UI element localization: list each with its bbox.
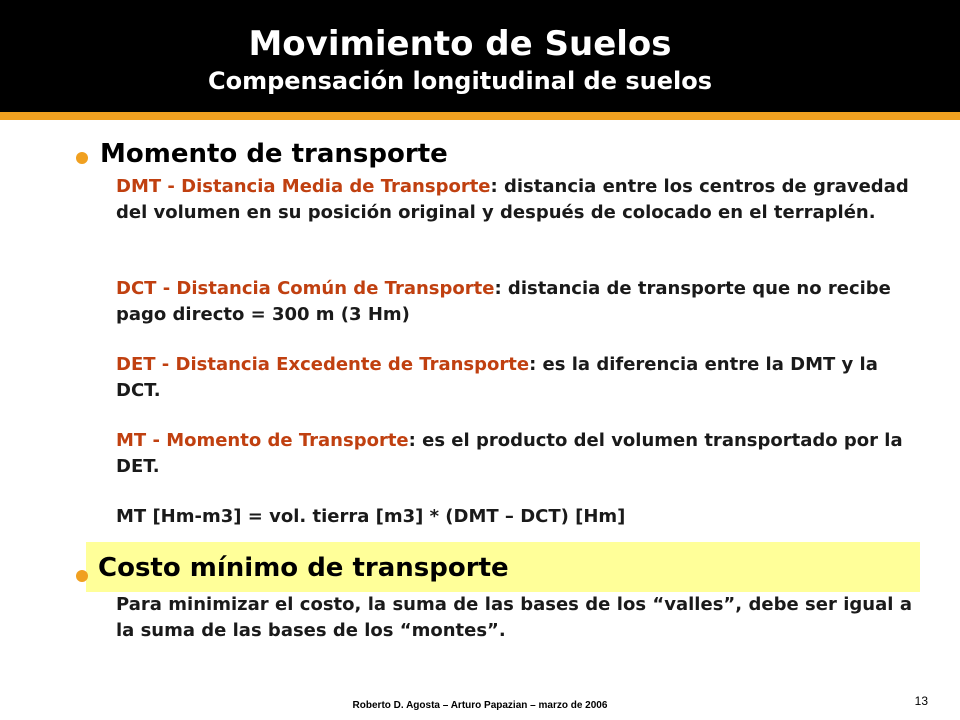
definition-det xyxy=(116,352,916,404)
definition-dmt xyxy=(116,174,916,226)
section-heading-momento: Momento de transporte xyxy=(100,139,448,169)
term-dct: DCT - Distancia Común de Transporte xyxy=(116,278,495,299)
bullet-dot-icon xyxy=(76,152,88,164)
definition-dct-text: : distancia de transporte que no recibe pago directo = 300 m (3 Hm) xyxy=(116,278,891,325)
definition-dmt-text: : distancia entre los centros de gravedad del volumen en su posición original y después de colocado en el terraplén. xyxy=(116,176,909,223)
definition-det-text: : es la diferencia entre la DMT y la DCT. xyxy=(116,354,878,401)
slide-subtitle: Compensación longitudinal de suelos xyxy=(207,67,712,95)
bullet-dot-icon xyxy=(76,570,88,582)
definition-mt-text: : es el producto del volumen transportado por la DET. xyxy=(116,430,903,477)
costo-minimo-text: Para minimizar el costo, la suma de las bases de los “valles”, debe ser igual a la suma de las bases de los “montes”. xyxy=(116,594,912,641)
term-mt: MT - Momento de Transporte xyxy=(116,430,409,451)
section-heading-costo: Costo mínimo de transporte xyxy=(98,553,509,583)
footer-credit: Roberto D. Agosta – Arturo Papazian – marzo de 2006 xyxy=(352,700,608,711)
slide-title: Movimiento de Suelos xyxy=(248,24,672,64)
header-divider xyxy=(0,112,960,120)
definition-dct xyxy=(116,276,916,328)
term-det: DET - Distancia Excedente de Transporte xyxy=(116,354,530,375)
term-dmt: DMT - Distancia Media de Transporte xyxy=(116,176,491,197)
definition-mt xyxy=(116,428,916,480)
mt-formula: MT [Hm-m3] = vol. tierra [m3] * (DMT – DCT) [Hm] xyxy=(116,506,626,527)
page-number: 13 xyxy=(914,694,928,708)
slide-header xyxy=(0,0,960,112)
